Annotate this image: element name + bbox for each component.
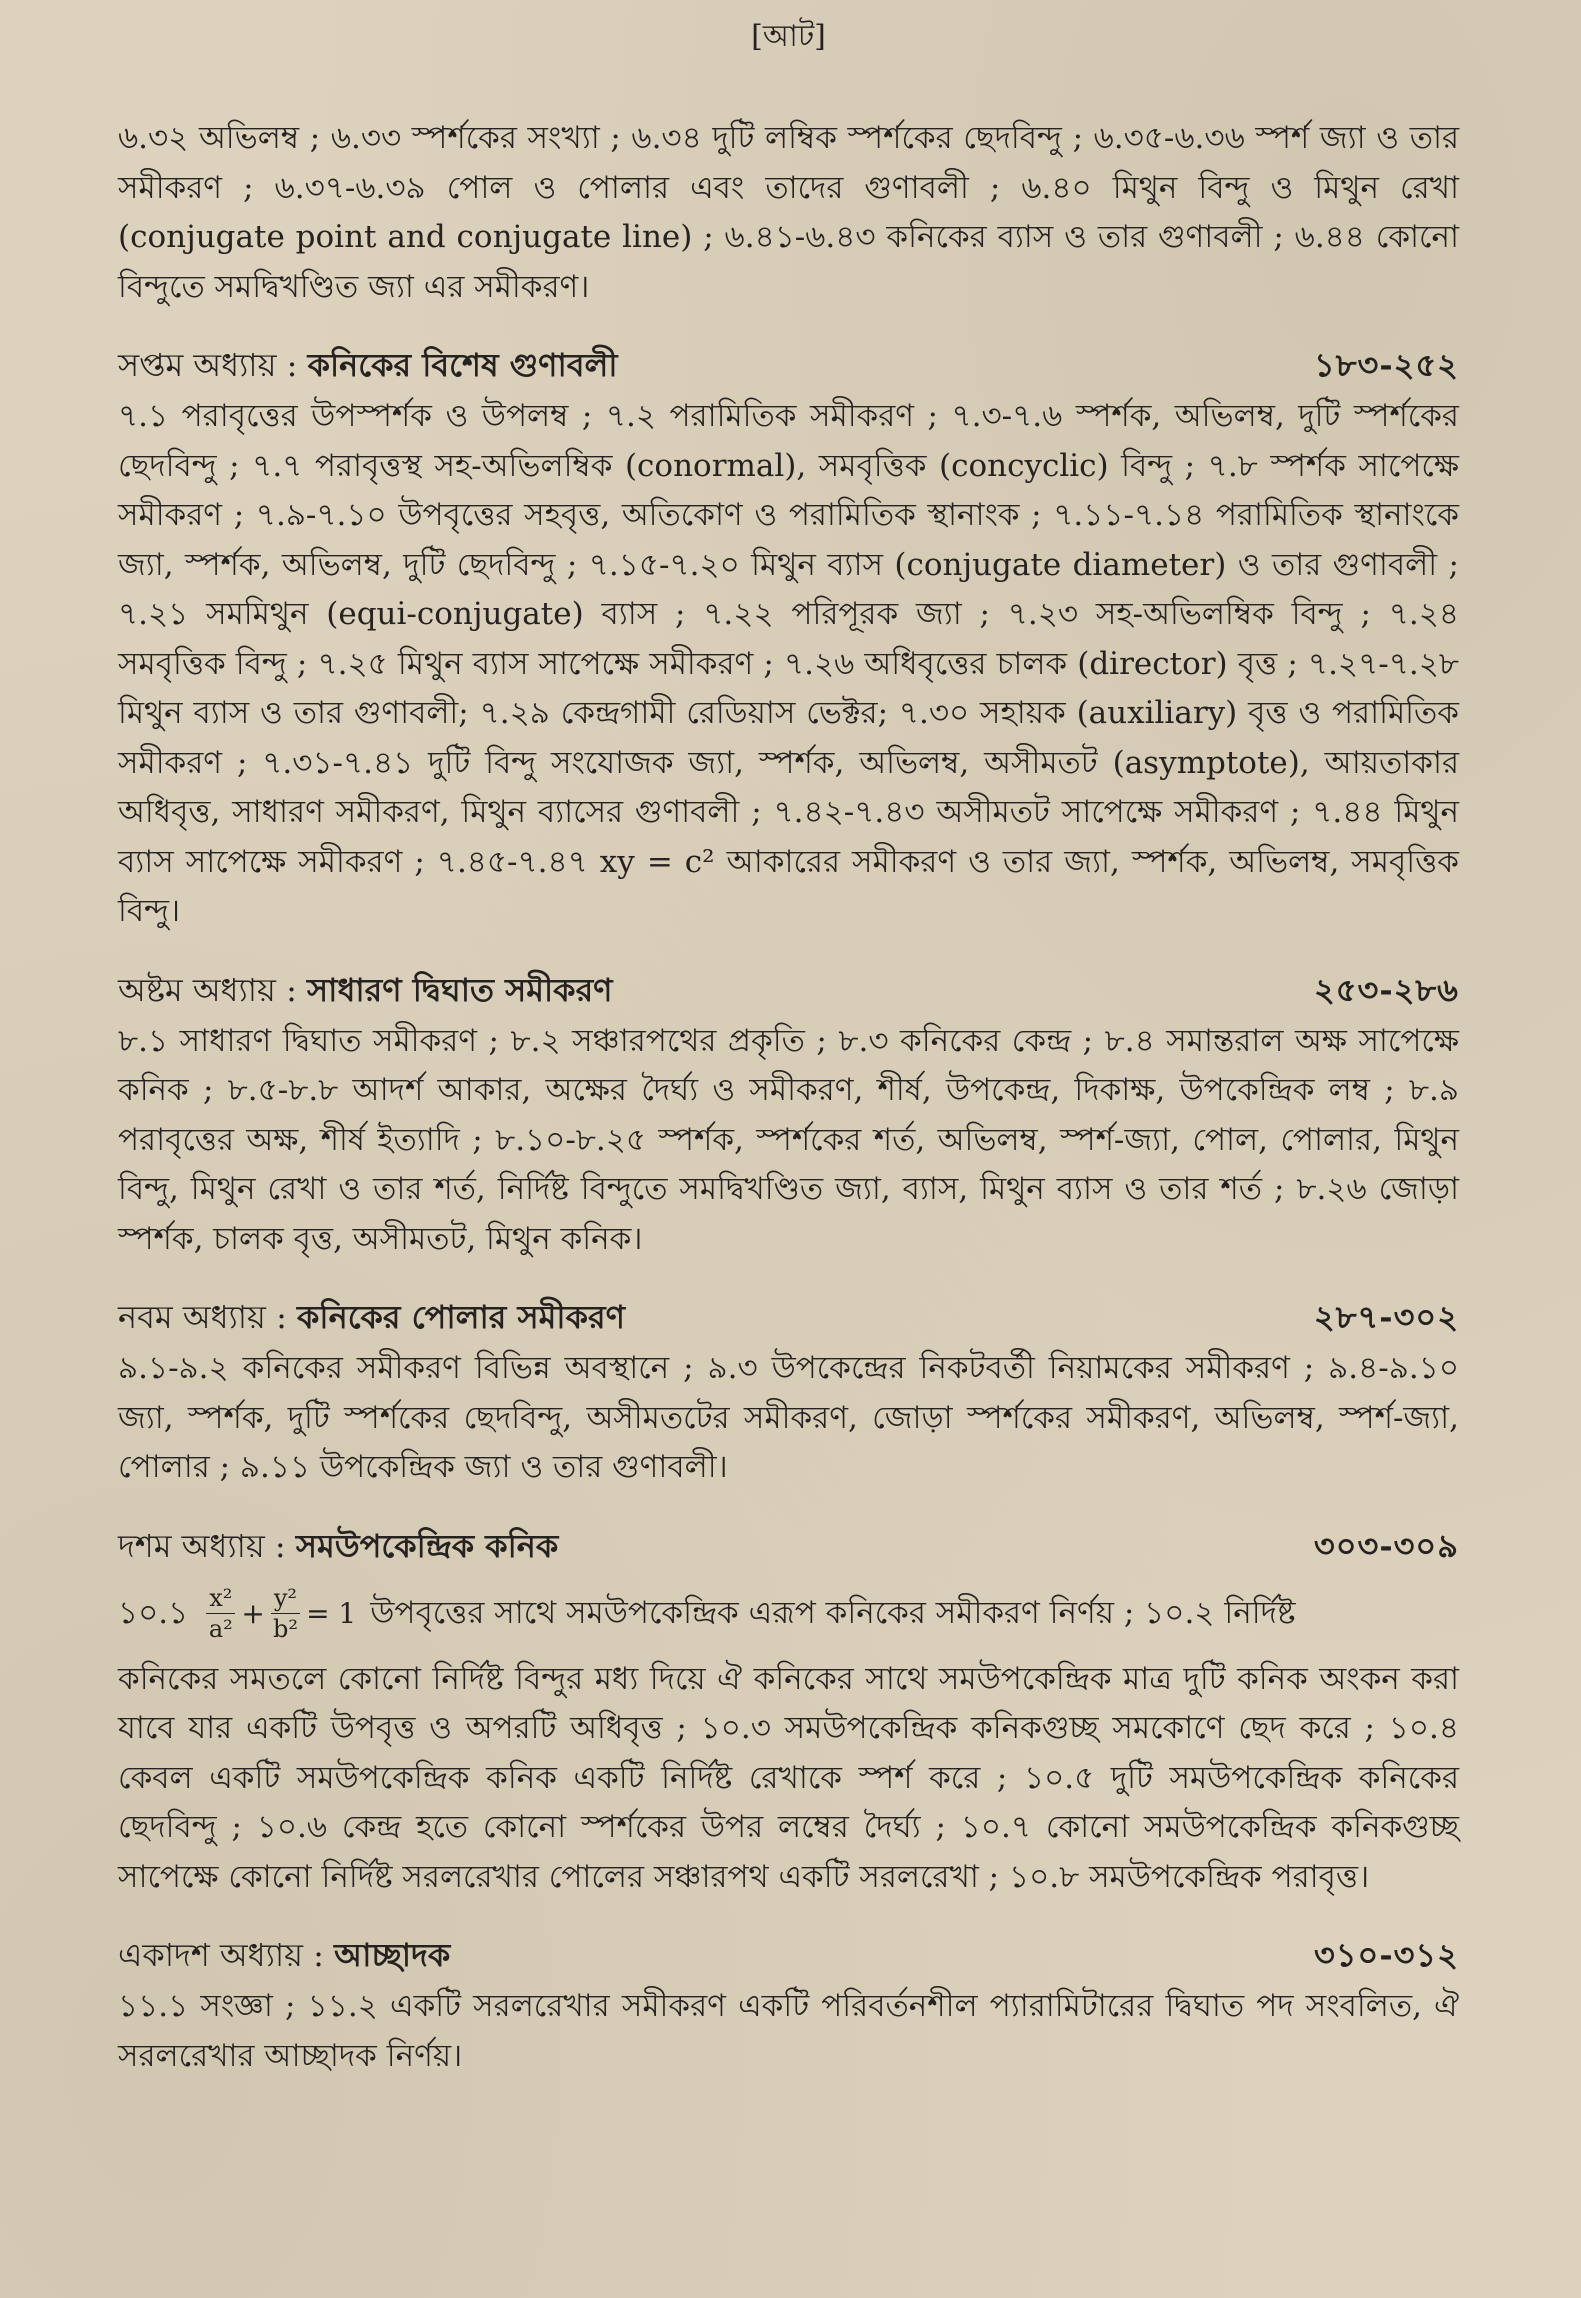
chapter-heading <box>118 1521 1459 1573</box>
chapter-heading <box>118 1930 1459 1982</box>
chapter-contents: ১১.১ সংজ্ঞা ; ১১.২ একটি সরলরেখার সমীকরণ একটি পরিবর্তনশীল প্যারামিটারের দ্বিঘাত পদ সংবলিত, ঐ সরলরেখার আচ্ছাদক নির্ণয়। <box>118 1988 1459 2074</box>
chapter-title: কনিকের পোলার সমীকরণ <box>297 1298 625 1336</box>
chapter-title-group <box>118 340 618 390</box>
chapter-heading <box>118 965 1459 1017</box>
intro-paragraph: ৬.৩২ অভিলম্ব ; ৬.৩৩ স্পর্শকের সংখ্যা ; ৬.৩৪ দুটি লম্বিক স্পর্শকের ছেদবিন্দু ; ৬.৩৫-৬.৩৬ স্পর্শ জ্যা ও তার সমীকরণ ; ৬.৩৭-৬.৩৯ পোল ও পোলার এবং তাদের গুণাবলী ; ৬.৪০ মিথুন বিন্দু ও মিথুন রেখা (conjugate point and conjugate line) ; ৬.৪১-৬.৪৩ কনিকের ব্যাস ও তার গুণাবলী ; ৬.৪৪ কোনো বিন্দুতে সমদ্বিখণ্ডিত জ্যা এর সমীকরণ। <box>118 120 1459 305</box>
chapter-11-section <box>118 1930 1459 2081</box>
plus-sign: + <box>241 1596 265 1630</box>
chapter-page-range: ২৮৭-৩০২ <box>1313 1298 1459 1336</box>
chapter-heading <box>118 1292 1459 1344</box>
fraction-numerator: y² <box>271 1583 300 1614</box>
chapter-heading <box>118 340 1459 392</box>
formula-line-text: উপবৃত্তের সাথে সমউপকেন্দ্রিক এরূপ কনিকের সমীকরণ নির্ণয় ; ১০.২ নির্দিষ্ট <box>370 1594 1296 1631</box>
chapter-title-group <box>118 1930 450 1980</box>
equals-one: = 1 <box>306 1596 357 1630</box>
fraction-denominator: b² <box>272 1615 298 1643</box>
fraction-denominator: a² <box>208 1615 233 1643</box>
chapter-page-range: ২৫৩-২৮৬ <box>1313 970 1459 1009</box>
chapter-contents: ৯.১-৯.২ কনিকের সমীকরণ বিভিন্ন অবস্থানে ; ৯.৩ উপকেন্দ্রের নিকটবর্তী নিয়ামকের সমীকরণ ; ৯.৪-৯.১০ জ্যা, স্পর্শক, দুটি স্পর্শকের ছেদবিন্দু, অসীমতটের সমীকরণ, জোড়া স্পর্শকের সমীকরণ, অভিলম্ব, স্পর্শ-জ্যা, পোলার ; ৯.১১ উপকেন্দ্রিক জ্যা ও তার গুণাবলী। <box>118 1350 1459 1485</box>
fraction-y-over-b <box>271 1583 300 1644</box>
chapter-title-group <box>118 1521 558 1571</box>
formula-item-number: ১০.১ <box>118 1594 189 1631</box>
chapter-contents: ৮.১ সাধারণ দ্বিঘাত সমীকরণ ; ৮.২ সঞ্চারপথের প্রকৃতি ; ৮.৩ কনিকের কেন্দ্র ; ৮.৪ সমান্তরাল অক্ষ সাপেক্ষে কনিক ; ৮.৫-৮.৮ আদর্শ আকার, অক্ষের দৈর্ঘ্য ও সমীকরণ, শীর্ষ, উপকেন্দ্র, দিকাক্ষ, উপকেন্দ্রিক লম্ব ; ৮.৯ পরাবৃত্তের অক্ষ, শীর্ষ ইত্যাদি ; ৮.১০-৮.২৫ স্পর্শক, স্পর্শকের শর্ত, অভিলম্ব, স্পর্শ-জ্যা, পোল, পোলার, মিথুন বিন্দু, মিথুন রেখা ও তার শর্ত, নির্দিষ্ট বিন্দুতে সমদ্বিখণ্ডিত জ্যা, ব্যাস, মিথুন ব্যাস ও তার শর্ত ; ৮.২৬ জোড়া স্পর্শক, চালক বৃত্ত, অসীমতট, মিথুন কনিক। <box>118 1022 1459 1257</box>
chapter-contents: ৭.১ পরাবৃত্তের উপস্পর্শক ও উপলম্ব ; ৭.২ পরামিতিক সমীকরণ ; ৭.৩-৭.৬ স্পর্শক, অভিলম্ব, দুটি স্পর্শকের ছেদবিন্দু ; ৭.৭ পরাবৃত্তস্থ সহ-অভিলম্বিক (conormal), সমবৃত্তিক (concyclic) বিন্দু ; ৭.৮ স্পর্শক সাপেক্ষে সমীকরণ ; ৭.৯-৭.১০ উপবৃত্তের সহবৃত্ত, অতিকোণ ও পরামিতিক স্থানাংক ; ৭.১১-৭.১৪ পরামিতিক স্থানাংকে জ্যা, স্পর্শক, অভিলম্ব, দুটি ছেদবিন্দু ; ৭.১৫-৭.২০ মিথুন ব্যাস (conjugate diameter) ও তার গুণাবলী ; ৭.২১ সমমিথুন (equi-conjugate) ব্যাস ; ৭.২২ পরিপূরক জ্যা ; ৭.২৩ সহ-অভিলম্বিক বিন্দু ; ৭.২৪ সমবৃত্তিক বিন্দু ; ৭.২৫ মিথুন ব্যাস সাপেক্ষে সমীকরণ ; ৭.২৬ অধিবৃত্তের চালক (director) বৃত্ত ; ৭.২৭-৭.২৮ মিথুন ব্যাস ও তার গুণাবলী; ৭.২৯ কেন্দ্রগামী রেডিয়াস ভেক্টর; ৭.৩০ সহায়ক (auxiliary) বৃত্ত ও পরামিতিক সমীকরণ ; ৭.৩১-৭.৪১ দুটি বিন্দু সংযোজক জ্যা, স্পর্শক, অভিলম্ব, অসীমতট (asymptote), আয়তাকার অধিবৃত্ত, সাধারণ সমীকরণ, মিথুন ব্যাসের গুণাবলী ; ৭.৪২-৭.৪৩ অসীমতট সাপেক্ষে সমীকরণ ; ৭.৪৪ মিথুন ব্যাস সাপেক্ষে সমীকরণ ; ৭.৪৫-৭.৪৭ xy = c² আকারের সমীকরণ ও তার জ্যা, স্পর্শক, অভিলম্ব, সমবৃত্তিক বিন্দু। <box>118 398 1459 929</box>
chapter-title: কনিকের বিশেষ গুণাবলী <box>307 346 618 384</box>
chapter-label: সপ্তম অধ্যায় : <box>118 346 298 384</box>
fraction-numerator: x² <box>206 1583 235 1614</box>
chapter-label: নবম অধ্যায় : <box>118 1298 287 1336</box>
chapter-title-group <box>118 965 613 1015</box>
chapter-page-range: ১৮৩-২৫২ <box>1314 346 1459 384</box>
fraction-x-over-a <box>206 1583 235 1644</box>
page-number-header: [আট] <box>751 19 826 54</box>
chapter-contents: কনিকের সমতলে কোনো নির্দিষ্ট বিন্দুর মধ্য দিয়ে ঐ কনিকের সাথে সমউপকেন্দ্রিক মাত্র দুটি কনিক অংকন করা যাবে যার একটি উপবৃত্ত ও অপরটি অধিবৃত্ত ; ১০.৩ সমউপকেন্দ্রিক কনিকগুচ্ছ সমকোণে ছেদ করে ; ১০.৪ কেবল একটি সমউপকেন্দ্রিক কনিক একটি নির্দিষ্ট রেখাকে স্পর্শ করে ; ১০.৫ দুটি সমউপকেন্দ্রিক কনিকের ছেদবিন্দু ; ১০.৬ কেন্দ্র হতে কোনো স্পর্শকের উপর লম্বের দৈর্ঘ্য ; ১০.৭ কোনো সমউপকেন্দ্রিক কনিকগুচ্ছ সাপেক্ষে কোনো নির্দিষ্ট সরলরেখার পোলের সঞ্চারপথ একটি সরলরেখা ; ১০.৮ সমউপকেন্দ্রিক পরাবৃত্ত। <box>118 1660 1459 1895</box>
chapter-title: সমউপকেন্দ্রিক কনিক <box>295 1526 559 1565</box>
chapter-9-section <box>118 1292 1459 1493</box>
chapter-label: দশম অধ্যায় : <box>118 1526 286 1565</box>
chapter-title-group <box>118 1292 625 1342</box>
chapter-title: সাধারণ দ্বিঘাত সমীকরণ <box>307 970 613 1009</box>
chapter-page-range: ৩১০-৩১২ <box>1313 1936 1459 1974</box>
ellipse-formula-line <box>118 1573 1459 1655</box>
chapter-title: আচ্ছাদক <box>334 1936 451 1974</box>
chapter-page-range: ৩০৩-৩০৯ <box>1313 1526 1459 1565</box>
chapter-label: একাদশ অধ্যায় : <box>118 1936 324 1974</box>
chapter-10-section <box>118 1521 1459 1903</box>
chapter-8-section <box>118 965 1459 1265</box>
chapter-label: অষ্টম অধ্যায় : <box>118 970 297 1009</box>
chapter-7-section <box>118 340 1459 937</box>
